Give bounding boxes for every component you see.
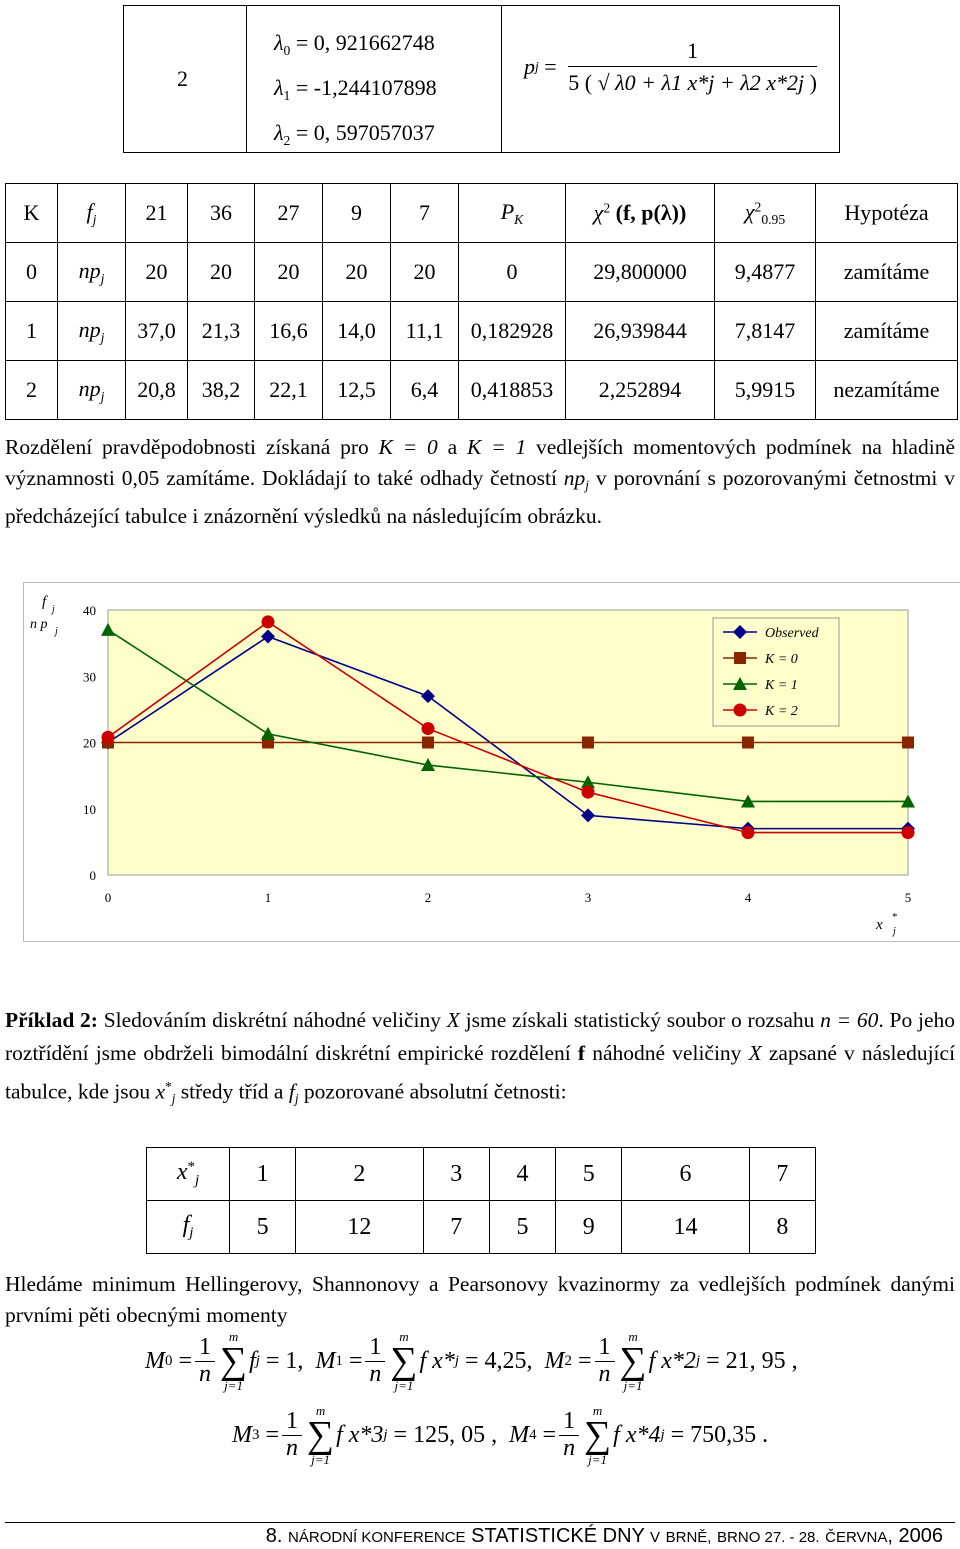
cell-crit: 5,9915 [715,361,816,420]
top-table-index: 2 [177,66,188,91]
lambda-list [274,24,437,158]
header-hypothesis: Hypotéza [816,184,958,243]
legend-marker-1 [734,652,746,664]
table-row [6,243,958,302]
legend-label-2: K = 1 [765,678,798,693]
cell: 38,2 [188,361,255,420]
cell: 8 [749,1201,815,1254]
cell: 14,0 [323,302,391,361]
cell-pk: 0,182928 [459,302,566,361]
p-formula: p j = $\frac{1}{5 ( √ \lambda 0 + \lambda 1 x*j + \lambda 2 x*2j )}$ [524,38,817,96]
cell: 5 [230,1201,296,1254]
row-label: $np_j$ [58,243,126,302]
moment-m4: M 4 = $\frac{1}{n}$ m ∑ j=1 f x*4 j = 750,35 . [509,1403,769,1468]
row-label: $np_j$ [58,302,126,361]
x-axis-label-sup: * [892,911,898,923]
cell: 21,3 [188,302,255,361]
table-row [147,1148,816,1201]
cell-hyp: nezamítáme [816,361,958,420]
header-chi: $\chi^2$ (f, p(λ)) [566,184,715,243]
table-row [6,361,958,420]
footer-rule [5,1522,955,1523]
data-point-1-3 [582,737,594,749]
lambda-0: $\lambda_0 = 0$, 921662748 [274,30,435,58]
y-tick-label: 20 [83,735,96,751]
moment-m1: M 1 = $\frac{1}{n}$ m ∑ j=1 f x* j = 4,25, [315,1329,533,1394]
header-value: 27 [255,184,323,243]
moments-line-1 [145,1330,798,1392]
cell-pk: 0,418853 [459,361,566,420]
cell: 6,4 [391,361,459,420]
cell: 20,8 [126,361,188,420]
legend-label-3: K = 2 [765,704,798,719]
moment-m2: M 2 = $\frac{1}{n}$ m ∑ j=1 f x*2 j = 21, 95 , [544,1329,798,1394]
cell: 22,1 [255,361,323,420]
row-k: 2 [6,361,58,420]
x-tick-label: 2 [424,890,432,905]
x-tick-label: 0 [104,890,112,905]
table-row [147,1201,816,1254]
data-point-3-0 [102,731,115,744]
cell: 7 [749,1148,815,1201]
x-axis-label: x [876,917,883,933]
data-point-3-1 [262,615,275,628]
data-point-3-2 [422,722,435,735]
x-tick-label: 1 [264,890,272,905]
y-tick-label: 40 [83,603,96,618]
row-label-f: $f_j$ [147,1201,230,1254]
cell: 7 [423,1201,489,1254]
stat-table-header [6,184,958,243]
data-point-3-3 [582,786,595,799]
cell: 20 [255,243,323,302]
cell-crit: 7,8147 [715,302,816,361]
row-k: 0 [6,243,58,302]
frequency-table [146,1147,816,1254]
legend-marker-3 [734,704,747,717]
header-value: 21 [126,184,188,243]
stat-table [5,183,958,420]
cell: 11,1 [391,302,459,361]
cell: 5 [489,1201,555,1254]
row-k: 1 [6,302,58,361]
header-value: 36 [188,184,255,243]
cell: 14 [622,1201,749,1254]
cell: 5 [556,1148,622,1201]
cell-crit: 9,4877 [715,243,816,302]
cell-chi: 26,939844 [566,302,715,361]
y-axis-label-top: f [42,594,47,610]
x-axis-label-sub: j [893,926,896,937]
cell: 12,5 [323,361,391,420]
header-chi-crit: $\chi^2_{0.95}$ [715,184,816,243]
data-point-1-5 [902,737,914,749]
y-axis-label-bottom-sub: j [55,626,58,637]
cell: 20 [126,243,188,302]
cell: 4 [489,1148,555,1201]
data-point-1-2 [422,737,434,749]
top-table-wrap [123,5,840,153]
cell: 1 [230,1148,296,1201]
cell: 20 [391,243,459,302]
x-tick-label: 4 [744,890,752,905]
cell: 37,0 [126,302,188,361]
paragraph-1: Rozdělení pravděpodobnosti získaná pro K = 0 a K = 1 vedlejších momentových podmínek na hladině významnosti 0,05 zamítáme. Dokládají to také odhady četností $np_j$ v porovnání s pozorovanými četnostmi v předcházející tabulce i znázornění výsledků na následujícím obrázku. [5,435,955,528]
y-axis-label-bottom: n p [30,617,48,632]
row-label: $np_j$ [58,361,126,420]
x-tick-label: 3 [584,890,592,905]
cell: 16,6 [255,302,323,361]
data-point-3-5 [902,826,915,839]
chart [0,580,960,950]
cell: 3 [423,1148,489,1201]
moments-line-2 [232,1404,768,1466]
lambda-1: $\lambda_1 = -1,244107898$ [274,74,437,103]
y-axis-label-top-sub: j [52,604,55,615]
header-value: 9 [323,184,391,243]
y-tick-label: 10 [83,801,96,817]
cell: 9 [556,1201,622,1254]
cell-chi: 29,800000 [566,243,715,302]
header-k: K [6,184,58,243]
cell-hyp: zamítáme [816,302,958,361]
cell: 12 [296,1201,423,1254]
example-title: Příklad 2: [5,1008,98,1032]
header-pk: $P_K$ [459,184,566,243]
legend-label-1: K = 0 [765,652,798,667]
cell-hyp: zamítáme [816,243,958,302]
header-value: 7 [391,184,459,243]
x-tick-label: 5 [904,890,912,905]
moment-m3: M 3 = $\frac{1}{n}$ m ∑ j=1 f x*3 j = 125, 05 , [232,1403,498,1468]
example-paragraph: Příklad 2: Sledováním diskrétní náhodné veličiny X jsme získali statistický soubor o rozsahu n = 60. Po jeho roztřídění jsme obdrželi bimodální diskrétní empirické rozdělení f náhodné veličiny X zapsané v následující tabulce, kde jsou $x^*_j$ středy tříd a $f_j$ pozorované absolutní četnosti: [5,1008,956,1106]
y-tick-label: 0 [89,868,96,883]
paragraph-2: Hledáme minimum Hellingerovy, Shannonovy a Pearsonovy kvazinormy za vedlejších podmínek danými prvními pěti obecnými momenty [5,1272,955,1327]
data-point-1-4 [742,737,754,749]
cell: 6 [622,1148,749,1201]
y-tick-label: 30 [83,669,96,685]
cell-chi: 2,252894 [566,361,715,420]
row-label-x: $x^*_j$ [147,1148,230,1201]
moment-m0: M 0 = $\frac{1}{n}$ m ∑ j=1 f j = 1, [145,1329,304,1394]
lambda-2: $\lambda_2 = 0$, 597057037 [274,119,435,148]
cell-pk: 0 [459,243,566,302]
table-row [6,302,958,361]
footer: 8. NÁRODNÍ KONFERENCE STATISTICKÉ DNY V BRNĚ, BRNO 27. - 28. ČERVNA, 2006 [265,1525,943,1547]
legend-label-0: Observed [765,626,819,641]
data-point-3-4 [742,826,755,839]
cell: 2 [296,1148,423,1201]
cell: 20 [188,243,255,302]
cell: 20 [323,243,391,302]
header-f: $f_j$ [58,184,126,243]
